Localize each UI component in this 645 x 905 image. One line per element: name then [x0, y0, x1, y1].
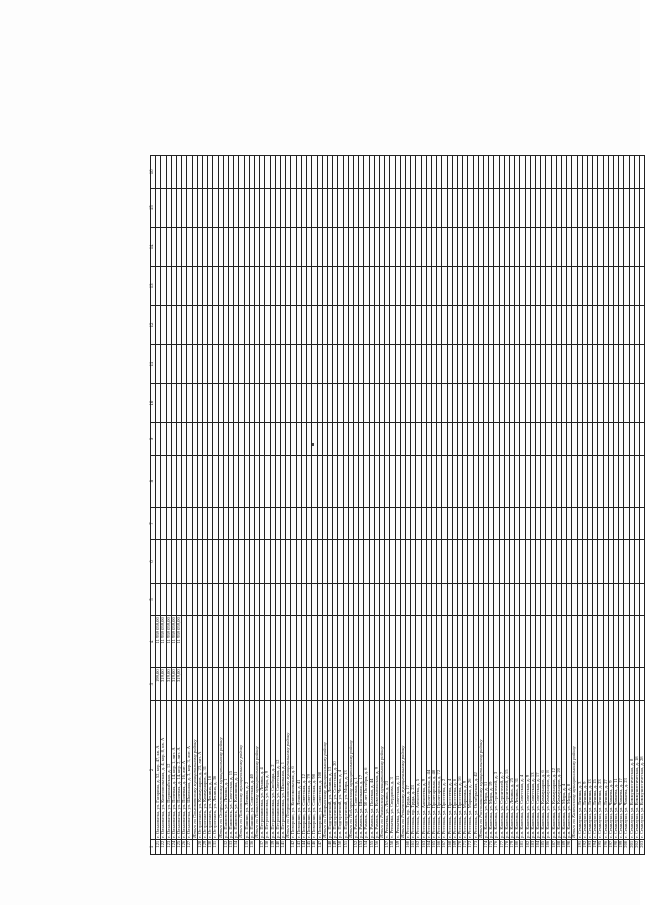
- value-cell: 199,00: [156, 668, 161, 701]
- address-cell: г. Россошь, ул. Алексеева, д. 9: [421, 700, 426, 839]
- address-cell: Итого по Поворинскому муниципальному району: [322, 700, 327, 839]
- row-number-cell: 128: [197, 839, 202, 854]
- row-number-cell: 147: [317, 839, 322, 854]
- row-number-cell: 186: [546, 839, 551, 854]
- address-cell: р.п. Каменка, ул. Мира, д. 8: [567, 700, 572, 839]
- row-number-cell: 167: [442, 839, 447, 854]
- row-number-cell: 199: [619, 839, 624, 854]
- address-cell: г. Семилуки, ул. Ленина, д. 13: [588, 700, 593, 839]
- address-cell: г. Семилуки, ул. Ленина, д. 3: [577, 700, 582, 839]
- row-number-cell: 193: [588, 839, 593, 854]
- row-number-cell: 180: [515, 839, 520, 854]
- row-number-cell: 157: [385, 839, 390, 854]
- row-number-cell: 133: [229, 839, 234, 854]
- address-cell: г. Россошь, ул. Простеева, д. 2: [442, 700, 447, 839]
- address-cell: г. Семилуки, ул. Чапаева, д. 9: [608, 700, 613, 839]
- address-cell: р.п. Каменка, ул. Строителей, д. 7: [499, 700, 504, 839]
- address-cell: г. Россошь, пр. Труда, д. 23: [411, 700, 416, 839]
- value-cell: 11 959 059,00: [171, 616, 176, 668]
- row-number-cell: 138: [265, 839, 270, 854]
- address-cell: г. Ольховатка, ул. Комсомольская, д. 4, кор. 8, кв. А: [161, 700, 166, 839]
- column-header: 1: [151, 839, 156, 854]
- address-cell: г. Острогожск, ул. Ленина, д. 16: [208, 700, 213, 839]
- address-cell: р.п. Каменка, ул. Строителей, д. 3: [494, 700, 499, 839]
- value-cell: [640, 384, 645, 423]
- row-number-cell: 131: [213, 839, 218, 854]
- address-cell: г. Ольховатка, ул. Гагарина, д. 52, кор. 47, кв. А: [156, 700, 161, 839]
- row-number-cell: 188: [556, 839, 561, 854]
- address-cell: г. Семилуки, ул. Чапаева, д. 17: [619, 700, 624, 839]
- address-cell: Итого по Острогожскому муниципальному району: [218, 700, 223, 839]
- address-cell: р.п. Петропавловка, ул. Свободы, д. 2: [270, 700, 275, 839]
- row-number-cell: 122: [161, 839, 166, 854]
- address-cell: г. Семилуки, ул. Ленина, д. 9: [582, 700, 587, 839]
- address-cell: р.п. Павловск, ул. Советская, д. 15: [229, 700, 234, 839]
- address-cell: Итого по Рамонскому муниципальному району: [379, 700, 384, 839]
- address-cell: г. Семилуки, ул. Ленина, д. 23: [598, 700, 603, 839]
- address-cell: г. Ольховатка, ул. Первомайская, д. 12: [166, 700, 171, 839]
- address-cell: р.п. Каменка, ул. Советская, д. 9: [525, 700, 530, 839]
- address-cell: р.п. Рамонь, ул. Школьная, д. 17: [359, 700, 364, 839]
- row-number-cell: 190: [567, 839, 572, 854]
- row-number-cell: 168: [447, 839, 452, 854]
- row-number-cell: 170: [457, 839, 462, 854]
- row-number-cell: 202: [634, 839, 639, 854]
- address-cell: с. Репьевка, ул. Свердлова, д. 3: [390, 700, 395, 839]
- row-number-cell: 158: [390, 839, 395, 854]
- row-number-cell: 197: [608, 839, 613, 854]
- value-cell: 11 959 059,00: [177, 616, 182, 668]
- address-cell: р.п. Павловск, ул. Ленина, д. 1: [223, 700, 228, 839]
- row-number-cell: 195: [598, 839, 603, 854]
- address-cell: г. Ольховатка, ул. Полевая, д. 14, кор. 1, лит. А: [171, 700, 176, 839]
- row-number-cell: 141: [281, 839, 286, 854]
- address-cell: р.п. Каменка, ул. Коммунаров, д. 8: [546, 700, 551, 839]
- address-cell: г. Ольховатка, ул. Полевая, д. 16, лит. А: [182, 700, 187, 839]
- column-header: 5: [151, 583, 156, 616]
- row-number-cell: 164: [426, 839, 431, 854]
- row-number-cell: 151: [343, 839, 348, 854]
- row-number-cell: 145: [307, 839, 312, 854]
- address-cell: Итого по Петропавловскому муниципальному району: [286, 700, 291, 839]
- address-cell: г. Семилуки, ул. Ленина, д. 27: [603, 700, 608, 839]
- value-cell: 319,00: [177, 668, 182, 701]
- row-number-cell: 123: [166, 839, 171, 854]
- row-number-cell: 169: [452, 839, 457, 854]
- data-table: [150, 155, 645, 855]
- address-cell: р.п. Рамонь, ул. Полевая, д. 44: [369, 700, 374, 839]
- address-cell: р.п. Каменка, ул. Мира, д. 11: [484, 700, 489, 839]
- value-cell: [640, 156, 645, 189]
- row-number-cell: 150: [338, 839, 343, 854]
- row-number-cell: 134: [234, 839, 239, 854]
- address-cell: г. Семилуки, ул. Ленина, д. 15: [593, 700, 598, 839]
- row-number-cell: 140: [275, 839, 280, 854]
- address-cell: Итого по Ольховатскому муниципальному району: [192, 700, 197, 839]
- address-cell: г. Россошь, ул. Октябрьская, д. 42: [473, 700, 478, 839]
- address-cell: р.п. Каменка, ул. Советская, д. 4: [520, 700, 525, 839]
- row-number-cell: 173: [473, 839, 478, 854]
- address-cell: г. Семилуки, ул. Чапаева, д. 23: [624, 700, 629, 839]
- row-number-cell: 182: [525, 839, 530, 854]
- column-header: 11: [151, 344, 156, 383]
- row-number-cell: 181: [520, 839, 525, 854]
- address-cell: г. Россошь, ул. Простеева, д. 16: [457, 700, 462, 839]
- address-cell: р.п. Каменка, ул. Ленина, д. 31: [515, 700, 520, 839]
- column-header: 16: [151, 156, 156, 189]
- address-cell: р.п. Каменка, ул. Советская, д. 17: [536, 700, 541, 839]
- value-cell: [640, 423, 645, 456]
- value-cell: [640, 583, 645, 616]
- row-number-cell: 174: [484, 839, 489, 854]
- address-cell: р.п. Павловск, ул. Калинина, д. 11: [234, 700, 239, 839]
- address-cell: р.п. Панино, ул. Советская, д. 40: [249, 700, 254, 839]
- column-header: 12: [151, 305, 156, 344]
- address-cell: р.п. Каменка, ул. Советская, д. 13: [530, 700, 535, 839]
- row-number-cell: 139: [270, 839, 275, 854]
- address-cell: р.п. Каменка, ул. Ленина, д. 25: [510, 700, 515, 839]
- row-number-cell: 146: [312, 839, 317, 854]
- row-number-cell: 194: [593, 839, 598, 854]
- row-number-cell: 155: [369, 839, 374, 854]
- address-cell: г. Россошь, ул. Пролетарская, д. 72: [437, 700, 442, 839]
- address-cell: р.п. Подгоренский, ул. Советская, д. 20: [333, 700, 338, 839]
- address-cell: Итого по Россошанскому муниципальному району: [478, 700, 483, 839]
- row-number-cell: 152: [353, 839, 358, 854]
- value-cell: [640, 305, 645, 344]
- row-number-cell: 171: [463, 839, 468, 854]
- row-number-cell: 198: [614, 839, 619, 854]
- row-number-cell: 124: [171, 839, 176, 854]
- row-number-cell: 185: [541, 839, 546, 854]
- value-cell: [640, 455, 645, 507]
- address-cell: г. Россошь, ул. Простеева, д. 4: [447, 700, 452, 839]
- address-cell: г. Ольховатка, ул. Школьная, д. 3, кор. 3, лит. А: [187, 700, 192, 839]
- address-cell: р.п. Рамонь, ул. Советская, д. 1: [353, 700, 358, 839]
- row-number-cell: 126: [182, 839, 187, 854]
- value-cell: [640, 616, 645, 668]
- address-cell: р.п. Петропавловка, ул. Мира, д. 9: [265, 700, 270, 839]
- column-header: 7: [151, 507, 156, 540]
- row-number-cell: 175: [489, 839, 494, 854]
- address-cell: р.п. Петропавловка, ул. Ленина, д. 4: [260, 700, 265, 839]
- address-cell: р.п. Рамонь, ул. Комсомольская, д. 9: [374, 700, 379, 839]
- row-number-cell: 192: [582, 839, 587, 854]
- address-cell: г. Россошь, ул. Простеева, д. 6: [452, 700, 457, 839]
- address-cell: р.п. Рамонь, ул. 50 лет Октября, д. 6: [364, 700, 369, 839]
- address-cell: г. Поворино, ул. Советская, д. 12: [301, 700, 306, 839]
- value-cell: 319,00: [161, 668, 166, 701]
- row-number-cell: 153: [359, 839, 364, 854]
- column-header: 6: [151, 540, 156, 583]
- address-cell: г. Поворино, ул. Советская, д. 98: [312, 700, 317, 839]
- table-row: [640, 156, 645, 855]
- row-number-cell: 184: [536, 839, 541, 854]
- address-cell: г. Россошь, пр. Труда, д. 17: [405, 700, 410, 839]
- address-cell: с. Репьевка, ул. Ленина, д. 23: [385, 700, 390, 839]
- value-cell: 319,00: [171, 668, 176, 701]
- column-header: 14: [151, 227, 156, 266]
- row-number-cell: 125: [177, 839, 182, 854]
- row-number-cell: 121: [156, 839, 161, 854]
- address-cell: г. Семилуки, ул. Коммунистическая, д. 18: [634, 700, 639, 839]
- address-cell: с. Репьевка, ул. Советская, д. 11: [395, 700, 400, 839]
- address-cell: р.п. Подгоренский, ул. Чехова, д. 4: [338, 700, 343, 839]
- row-number-cell: 163: [421, 839, 426, 854]
- row-number-cell: 162: [416, 839, 421, 854]
- address-cell: г. Россошь, ул. Алексеева, д. 5: [416, 700, 421, 839]
- address-cell: р.п. Петропавловка, ул. Школьная, д. 1: [281, 700, 286, 839]
- row-number-cell: 159: [395, 839, 400, 854]
- row-number-cell: 142: [291, 839, 296, 854]
- row-number-cell: 149: [333, 839, 338, 854]
- address-cell: р.п. Подгоренский, ул. Ленина, д. 13: [327, 700, 332, 839]
- row-number-cell: 172: [468, 839, 473, 854]
- address-cell: р.п. Каменка, ул. Коммунаров, д. 20: [556, 700, 561, 839]
- address-cell: р.п. Каменка, ул. Мира, д. 4: [562, 700, 567, 839]
- row-number-cell: 187: [551, 839, 556, 854]
- address-cell: р.п. Панино, ул. Ленина, д. 2: [244, 700, 249, 839]
- row-number-cell: 129: [203, 839, 208, 854]
- address-cell: р.п. Каменка, ул. Строителей, д. 15: [504, 700, 509, 839]
- value-cell: [640, 227, 645, 266]
- address-cell: г. Поворино, ул. Советская, д. 79: [307, 700, 312, 839]
- value-cell: [640, 344, 645, 383]
- address-cell: г. Семилуки, ул. Чапаева, д. 11: [614, 700, 619, 839]
- value-cell: [640, 540, 645, 583]
- row-number-cell: 144: [301, 839, 306, 854]
- row-number-cell: 196: [603, 839, 608, 854]
- row-number-cell: 160: [405, 839, 410, 854]
- address-cell: Итого по Павловскому муниципальному району: [239, 700, 244, 839]
- column-header: 10: [151, 384, 156, 423]
- address-cell: р.п. Каменка, ул. Коммунаров, д. 6: [541, 700, 546, 839]
- address-cell: г. Поворино, ул. Комсомольская, д. 6: [291, 700, 296, 839]
- column-header: 4: [151, 616, 156, 668]
- address-cell: г. Поворино, ул. Ленина, д. 41: [296, 700, 301, 839]
- row-number-cell: 179: [510, 839, 515, 854]
- value-cell: [640, 507, 645, 540]
- row-number-cell: 176: [494, 839, 499, 854]
- column-header: 3: [151, 668, 156, 701]
- row-number-cell: 165: [431, 839, 436, 854]
- row-number-cell: 137: [260, 839, 265, 854]
- row-number-cell: 148: [327, 839, 332, 854]
- row-number-cell: 135: [244, 839, 249, 854]
- row-number-cell: 136: [249, 839, 254, 854]
- rotated-table-wrapper: [150, 155, 645, 855]
- value-cell: 11 959 059,00: [161, 616, 166, 668]
- address-cell: Итого по Подгоренскому муниципальному району: [348, 700, 353, 839]
- row-number-cell: 143: [296, 839, 301, 854]
- address-cell: р.п. Петропавловка, ул. Советская, д. 12: [275, 700, 280, 839]
- column-header: 15: [151, 188, 156, 227]
- row-number-cell: 154: [364, 839, 369, 854]
- column-header: 9: [151, 423, 156, 456]
- address-cell: г. Россошь, ул. Маршака, д. 9: [463, 700, 468, 839]
- address-cell: г. Острогожск, ул. Коммунаров, д. 31: [203, 700, 208, 839]
- row-number-cell: 127: [187, 839, 192, 854]
- row-number-cell: 203: [640, 839, 645, 854]
- address-cell: г. Ольховатка, ул. Полевая, д. 14, кор. 2, лит. А: [177, 700, 182, 839]
- address-cell: г. Острогожск, ул. Ленина, д. 36: [213, 700, 218, 839]
- value-cell: [640, 266, 645, 305]
- address-cell: г. Поворино, ул. Советская, д. 100: [317, 700, 322, 839]
- row-number-cell: 183: [530, 839, 535, 854]
- row-number-cell: 166: [437, 839, 442, 854]
- row-number-cell: 189: [562, 839, 567, 854]
- column-header: 13: [151, 266, 156, 305]
- value-cell: 11 959 059,00: [166, 616, 171, 668]
- column-header: 2: [151, 700, 156, 839]
- address-cell: р.п. Каменка, ул. Мира, д. 19: [489, 700, 494, 839]
- row-number-cell: 156: [374, 839, 379, 854]
- row-number-cell: 132: [223, 839, 228, 854]
- address-cell: г. Острогожск, ул. Коммунаров, д. 23, лит. А: [197, 700, 202, 839]
- row-number-cell: 200: [624, 839, 629, 854]
- row-number-cell: 191: [577, 839, 582, 854]
- column-header: 8: [151, 455, 156, 507]
- address-cell: Итого по Каменскому муниципальному району: [572, 700, 577, 839]
- value-cell: [640, 668, 645, 701]
- address-cell: р.п. Подгоренский, ул. Мира, д. 13: [343, 700, 348, 839]
- address-cell: г. Россошь, ул. Маршака, д. 26: [468, 700, 473, 839]
- address-cell: г. Россошь, ул. Пролетарская, д. 48: [431, 700, 436, 839]
- value-cell: 11 959 059,00: [156, 616, 161, 668]
- address-cell: г. Семилуки, ул. Коммунистическая, д. 8: [629, 700, 634, 839]
- row-number-cell: 161: [411, 839, 416, 854]
- address-cell: г. Семилуки, ул. Коммунистическая, д. 28: [640, 700, 645, 839]
- address-cell: р.п. Каменка, ул. Коммунаров, д. 12: [551, 700, 556, 839]
- row-number-cell: 130: [208, 839, 213, 854]
- row-number-cell: 201: [629, 839, 634, 854]
- value-cell: 319,00: [166, 668, 171, 701]
- address-cell: Итого по Панинскому муниципальному району: [255, 700, 260, 839]
- row-number-cell: 178: [504, 839, 509, 854]
- address-cell: г. Россошь, ул. Пролетарская, д. 44: [426, 700, 431, 839]
- value-cell: [640, 188, 645, 227]
- row-number-cell: 177: [499, 839, 504, 854]
- address-cell: Итого по Репьевскому муниципальному району: [400, 700, 405, 839]
